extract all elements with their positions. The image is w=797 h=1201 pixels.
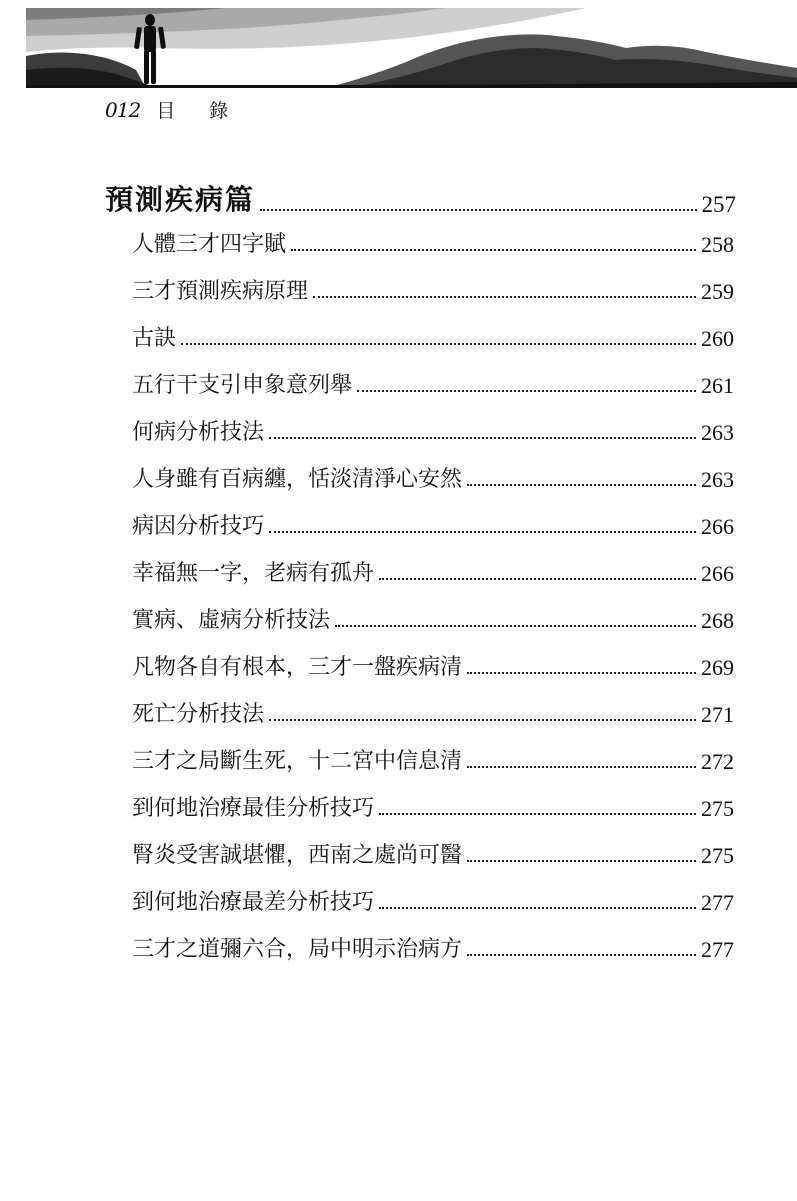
dot-leader <box>181 343 696 345</box>
dot-leader <box>467 766 696 768</box>
toc-entry-title: 五行干支引申象意列舉 <box>132 373 353 398</box>
toc-entry-title: 人身雖有百病纏，恬淡清淨心安然 <box>132 467 463 492</box>
toc-entry-title: 實病、虛病分析技法 <box>132 608 331 633</box>
dot-leader <box>313 296 696 298</box>
dot-leader <box>335 625 696 627</box>
toc-entry-title: 到何地治療最差分析技巧 <box>132 890 375 915</box>
toc-entry[interactable] <box>132 410 734 446</box>
toc-entry-page: 277 <box>701 890 734 915</box>
dot-leader <box>379 907 696 909</box>
toc-entry-title: 死亡分析技法 <box>132 702 265 727</box>
page-number: 012 <box>105 98 141 122</box>
toc-entry[interactable] <box>132 786 734 822</box>
toc-entry-title: 凡物各自有根本，三才一盤疾病清 <box>132 655 463 680</box>
toc-entry-title: 幸福無一字，老病有孤舟 <box>132 561 375 586</box>
toc-section-title: 預測疾病篇 <box>105 183 256 216</box>
toc-section-page: 257 <box>701 192 736 217</box>
toc-entry[interactable] <box>132 927 734 963</box>
toc-entry[interactable] <box>132 363 734 399</box>
dot-leader <box>357 390 696 392</box>
toc-entry-page: 258 <box>701 232 734 257</box>
toc-entry[interactable] <box>132 269 734 305</box>
toc-entry-page: 259 <box>701 279 734 304</box>
toc-entry[interactable] <box>132 316 734 352</box>
toc-entry[interactable] <box>132 645 734 681</box>
header-banner-illustration <box>26 8 797 88</box>
dot-leader <box>291 249 696 251</box>
toc-entry-title: 何病分析技法 <box>132 420 265 445</box>
toc-entry-title: 古訣 <box>132 326 177 351</box>
toc-entry-page: 263 <box>701 467 734 492</box>
toc-entry[interactable] <box>132 504 734 540</box>
toc-entry[interactable] <box>132 222 734 258</box>
toc-entry-title: 人體三才四字賦 <box>132 232 287 257</box>
toc-entry-title: 三才預測疾病原理 <box>132 279 309 304</box>
toc-entry[interactable] <box>132 598 734 634</box>
toc-entry-page: 277 <box>701 937 734 962</box>
dot-leader <box>379 813 696 815</box>
dot-leader <box>269 531 696 533</box>
dot-leader <box>260 209 696 211</box>
toc-entry-page: 266 <box>701 514 734 539</box>
toc-entry-page: 268 <box>701 608 734 633</box>
dot-leader <box>379 578 696 580</box>
toc-entry-page: 269 <box>701 655 734 680</box>
toc-entry[interactable] <box>132 551 734 587</box>
toc-entry-title: 病因分析技巧 <box>132 514 265 539</box>
dot-leader <box>467 672 696 674</box>
toc-entry-title: 到何地治療最佳分析技巧 <box>132 796 375 821</box>
toc-section-heading[interactable] <box>105 174 736 218</box>
dot-leader <box>269 437 696 439</box>
toc-entry[interactable] <box>132 833 734 869</box>
page-header <box>105 96 242 124</box>
toc-entry[interactable] <box>132 880 734 916</box>
dot-leader <box>269 719 696 721</box>
toc-entry-page: 275 <box>701 843 734 868</box>
dot-leader <box>467 484 696 486</box>
toc-entry-page: 266 <box>701 561 734 586</box>
toc-entry-title: 腎炎受害誠堪懼，西南之處尚可醫 <box>132 843 463 868</box>
toc-entry-page: 260 <box>701 326 734 351</box>
toc-entry-page: 263 <box>701 420 734 445</box>
toc-entry-page: 271 <box>701 702 734 727</box>
toc-entry[interactable] <box>132 692 734 728</box>
toc-entry-page: 275 <box>701 796 734 821</box>
dot-leader <box>467 954 696 956</box>
toc-entry[interactable] <box>132 739 734 775</box>
dot-leader <box>467 860 696 862</box>
toc-entry[interactable] <box>132 457 734 493</box>
toc-entry-page: 272 <box>701 749 734 774</box>
toc-entry-title: 三才之道彌六合，局中明示治病方 <box>132 937 463 962</box>
toc-entry-page: 261 <box>701 373 734 398</box>
running-title: 目 錄 <box>156 100 243 122</box>
toc-entry-title: 三才之局斷生死，十二宮中信息清 <box>132 749 463 774</box>
